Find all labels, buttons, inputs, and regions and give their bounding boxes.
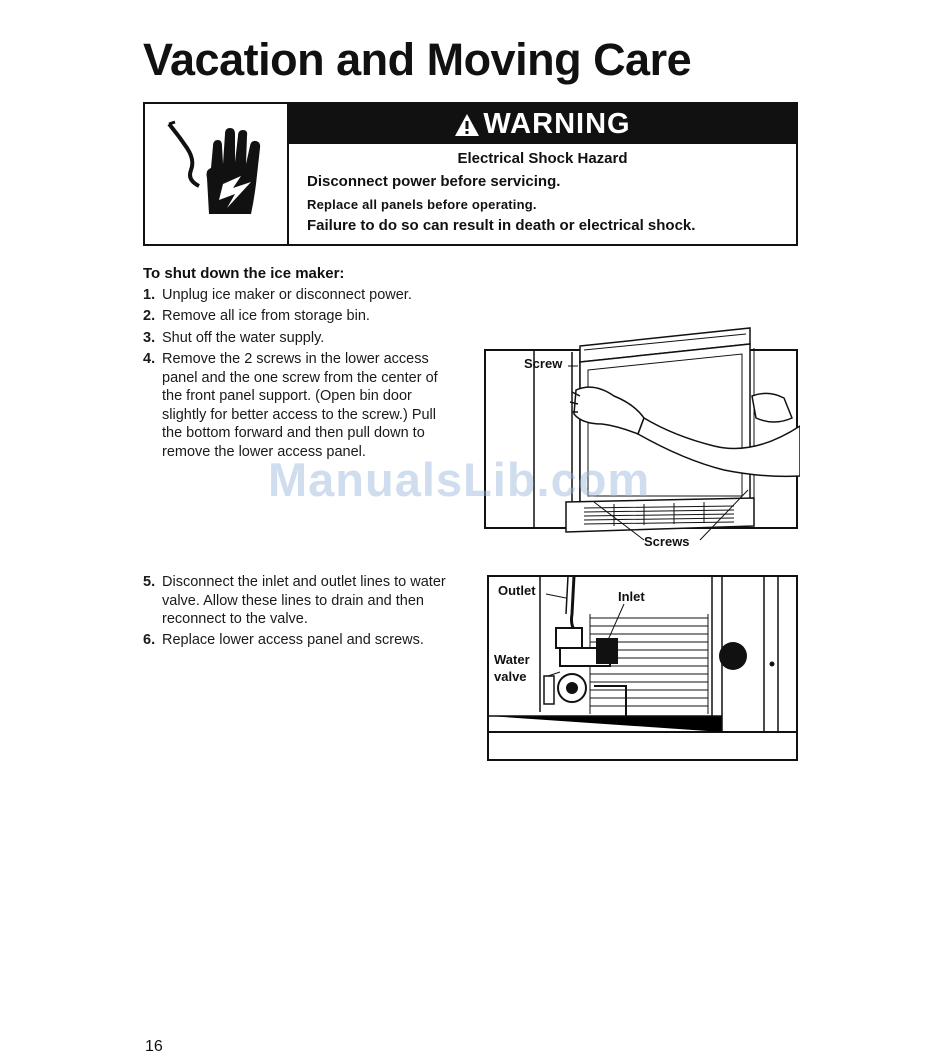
label-screws: Screws	[644, 534, 690, 549]
access-panel-figure	[484, 326, 800, 556]
step-number: 4.	[143, 351, 156, 367]
page-title: Vacation and Moving Care	[143, 34, 692, 85]
page-number: 16	[145, 1038, 163, 1055]
step-text: Disconnect the inlet and outlet lines to water valve. Allow these lines to drain and then reconnect to the valve.	[162, 574, 446, 627]
step-3	[143, 329, 463, 348]
step-5	[143, 573, 448, 629]
step-1	[143, 286, 463, 305]
watermark: ManualsLib.com	[268, 453, 651, 506]
warning-box	[143, 102, 798, 246]
step-text: Remove the 2 screws in the lower access panel and the one screw from the center of the front panel support. (Open bin door slightly for better access to the screw.) Pull the bottom forward and then pull down to remove the lower access panel.	[162, 351, 438, 460]
step-number: 3.	[143, 330, 156, 346]
warning-triangle-icon	[454, 113, 480, 137]
warning-line-replace: Replace all panels before operating.	[307, 197, 537, 212]
instructions-heading: To shut down the ice maker:	[143, 265, 345, 282]
step-text: Replace lower access panel and screws.	[162, 632, 424, 648]
electrical-shock-hand-icon	[165, 118, 269, 230]
step-number: 2.	[143, 308, 156, 324]
warning-line-failure: Failure to do so can result in death or electrical shock.	[307, 217, 696, 234]
step-number: 1.	[143, 287, 156, 303]
warning-header	[289, 104, 796, 144]
warning-icon-cell	[145, 104, 289, 244]
step-6	[143, 631, 463, 650]
label-valve: valve	[494, 669, 527, 684]
water-valve-figure	[486, 574, 800, 762]
step-number: 6.	[143, 632, 156, 648]
warning-header-text: WARNING	[483, 108, 631, 140]
step-number: 5.	[143, 574, 156, 590]
hazard-title: Electrical Shock Hazard	[457, 150, 628, 167]
step-4	[143, 350, 458, 461]
step-text: Shut off the water supply.	[162, 330, 325, 346]
label-inlet: Inlet	[618, 589, 645, 604]
step-text: Remove all ice from storage bin.	[162, 308, 370, 324]
label-water: Water	[494, 652, 530, 667]
step-text: Unplug ice maker or disconnect power.	[162, 287, 412, 303]
step-2	[143, 307, 463, 326]
warning-line-disconnect: Disconnect power before servicing.	[307, 173, 561, 190]
label-screw: Screw	[524, 356, 563, 371]
label-outlet: Outlet	[498, 583, 536, 598]
